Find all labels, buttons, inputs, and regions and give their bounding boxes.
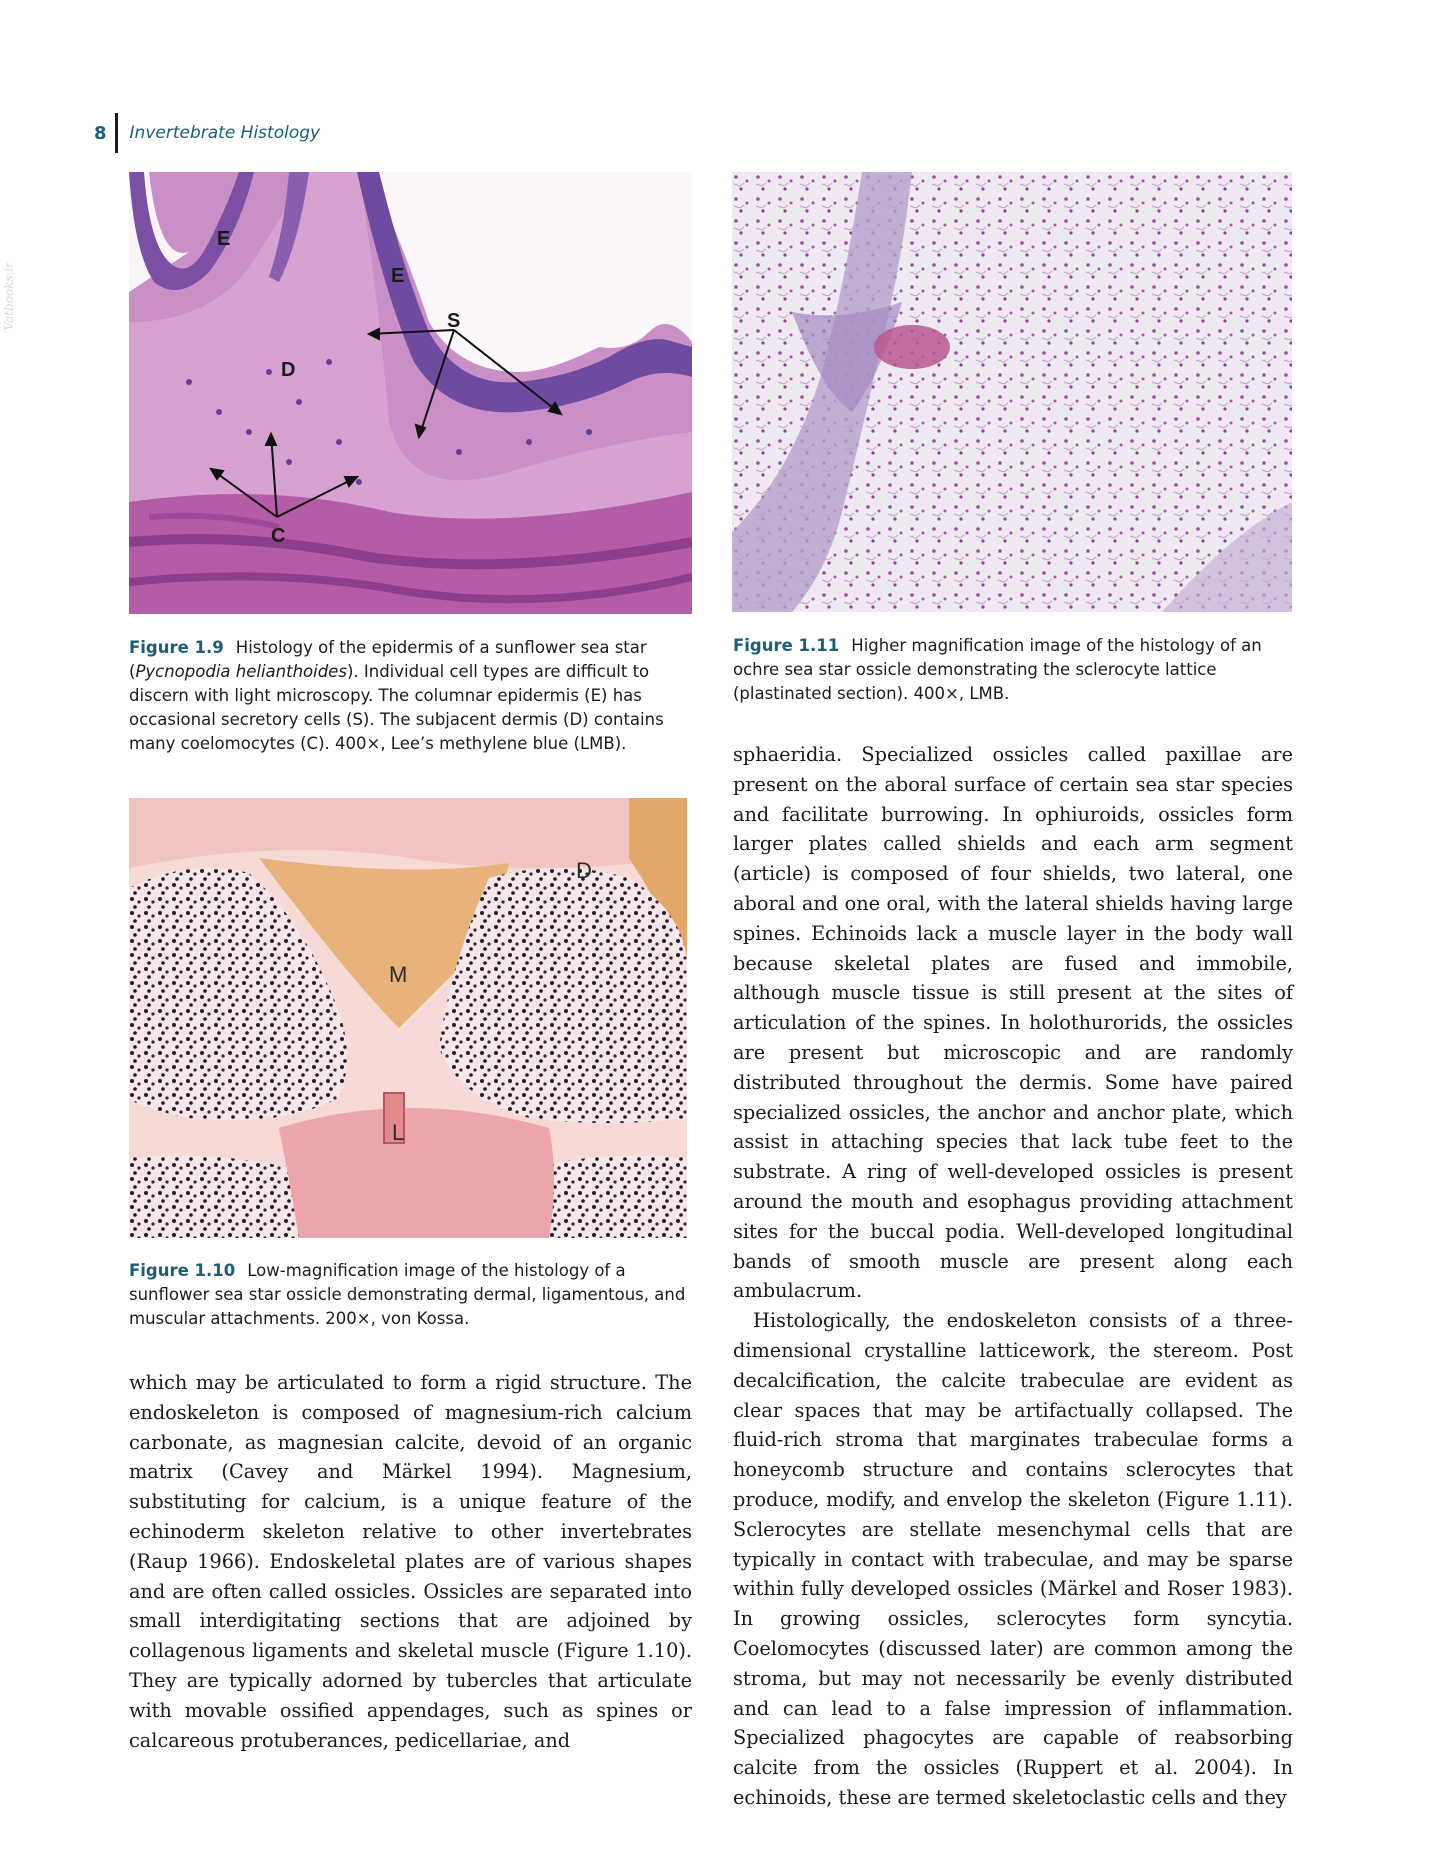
micrograph-ossicle xyxy=(129,798,687,1238)
label-e-left: E xyxy=(217,228,231,250)
label-s: S xyxy=(447,310,461,332)
figure-label: Figure 1.10 xyxy=(129,1261,236,1280)
label-m: M xyxy=(389,962,408,987)
figure-1-9-image xyxy=(129,172,692,614)
figure-1-11-image xyxy=(732,172,1292,612)
watermark: Vatbooks.ir xyxy=(2,262,16,331)
book-title: Invertebrate Histology xyxy=(129,123,321,143)
body-right-column xyxy=(733,740,1293,1813)
label-d: D xyxy=(281,359,296,381)
body-paragraph: Histologically, the endoskeleton consists of a three-dimensional crystalline latticework, the stereom. Post decalcification, the calcite trabeculae are evident as clear spaces that may be artifactually collapsed. The fluid-rich stroma that marginates trabeculae forms a honeycomb structure and contains sclerocytes that produce, modify, and envelop the skeleton (Figure 1.11). Sclerocytes are stellate mesenchymal cells that are typically in contact with trabeculae, and may be sparse within fully developed ossicles (Märkel and Roser 1983). In growing ossicles, sclerocytes form syncytia. Coelomocytes (discussed later) are common among the stroma, but may not necessarily be evenly distributed and can lead to a false impression of inflammation. Specialized phagocytes are capable of reabsorbing calcite from the ossicles (Ruppert et al. 2004). In echinoids, these are termed skeletoclastic cells and they xyxy=(733,1309,1293,1809)
label-c: C xyxy=(271,525,286,547)
figure-1-10-caption xyxy=(129,1259,692,1331)
caption-text: Histology of the epidermis of a sunflower sea star ( xyxy=(129,638,647,681)
body-left-column xyxy=(129,1368,692,1755)
figure-label: Figure 1.9 xyxy=(129,638,224,657)
page-number: 8 xyxy=(94,122,107,144)
running-head xyxy=(94,112,320,154)
micrograph-sclerocyte-lattice xyxy=(732,172,1292,612)
micrograph-epidermis xyxy=(129,172,692,614)
figure-1-11-caption xyxy=(733,634,1293,706)
header-divider xyxy=(115,113,118,153)
figure-1-10-image xyxy=(129,798,687,1238)
body-paragraph: which may be articulated to form a rigid structure. The endoskeleton is composed of magnesium-rich calcium carbonate, as magnesian calcite, devoid of an organic matrix (Cavey and Märkel 1994). Magnesium, substituting for calcium, is a unique feature of the echinoderm skeleton relative to other invertebrates (Raup 1966). Endoskeletal plates are of various shapes and are often called ossicles. Ossicles are separated into small interdigitating sections that are adjoined by collagenous ligaments and skeletal muscle (Figure 1.10). They are typically adorned by tubercles that articulate with movable ossified appendages, such as spines or calcareous protuberances, pedicellariae, and xyxy=(129,1371,692,1752)
figure-1-9-caption xyxy=(129,636,692,756)
caption-text: Low-magnification image of the histology of a sunflower sea star ossicle demonstrating dermal, ligamentous, and muscular attachments. 200×, von Kossa. xyxy=(129,1261,686,1328)
body-paragraph: sphaeridia. Specialized ossicles called paxillae are present on the aboral surface of certain sea star species and facilitate burrowing. In ophiuroids, ossicles form larger plates called shields and each arm segment (article) is composed of four shields, two lateral, one aboral and one oral, with the lateral shields having large spines. Echinoids lack a muscle layer in the body wall because skeletal plates are fused and immobile, although muscle tissue is still present at the sites of articulation of the spines. In holothurorids, the ossicles are present but microscopic and are randomly distributed throughout the dermis. Some have paired specialized ossicles, the anchor and anchor plate, which assist in attaching species that lack tube feet to the substrate. A ring of well-developed ossicles is present around the mouth and esophagus providing attachment sites for the buccal podia. Well-developed longitudinal bands of smooth muscle are present along each ambulacrum. xyxy=(733,743,1293,1303)
figure-label: Figure 1.11 xyxy=(733,636,840,655)
label-d: D xyxy=(576,858,592,883)
label-l: L xyxy=(392,1120,405,1145)
label-e-right: E xyxy=(391,265,405,287)
caption-text: ). Individual cell types are difficult to discern with light microscopy. The columnar epidermis (E) has occasional secretory cells (S). The subjacent dermis (D) contains many coelomocytes (C). 400×, Lee’s methylene blue (LMB). xyxy=(129,662,664,753)
caption-text: Higher magnification image of the histology of an ochre sea star ossicle demonstrating the sclerocyte lattice (plastinated section). 400×, LMB. xyxy=(733,636,1262,703)
caption-species: Pycnopodia helianthoides xyxy=(135,662,347,681)
